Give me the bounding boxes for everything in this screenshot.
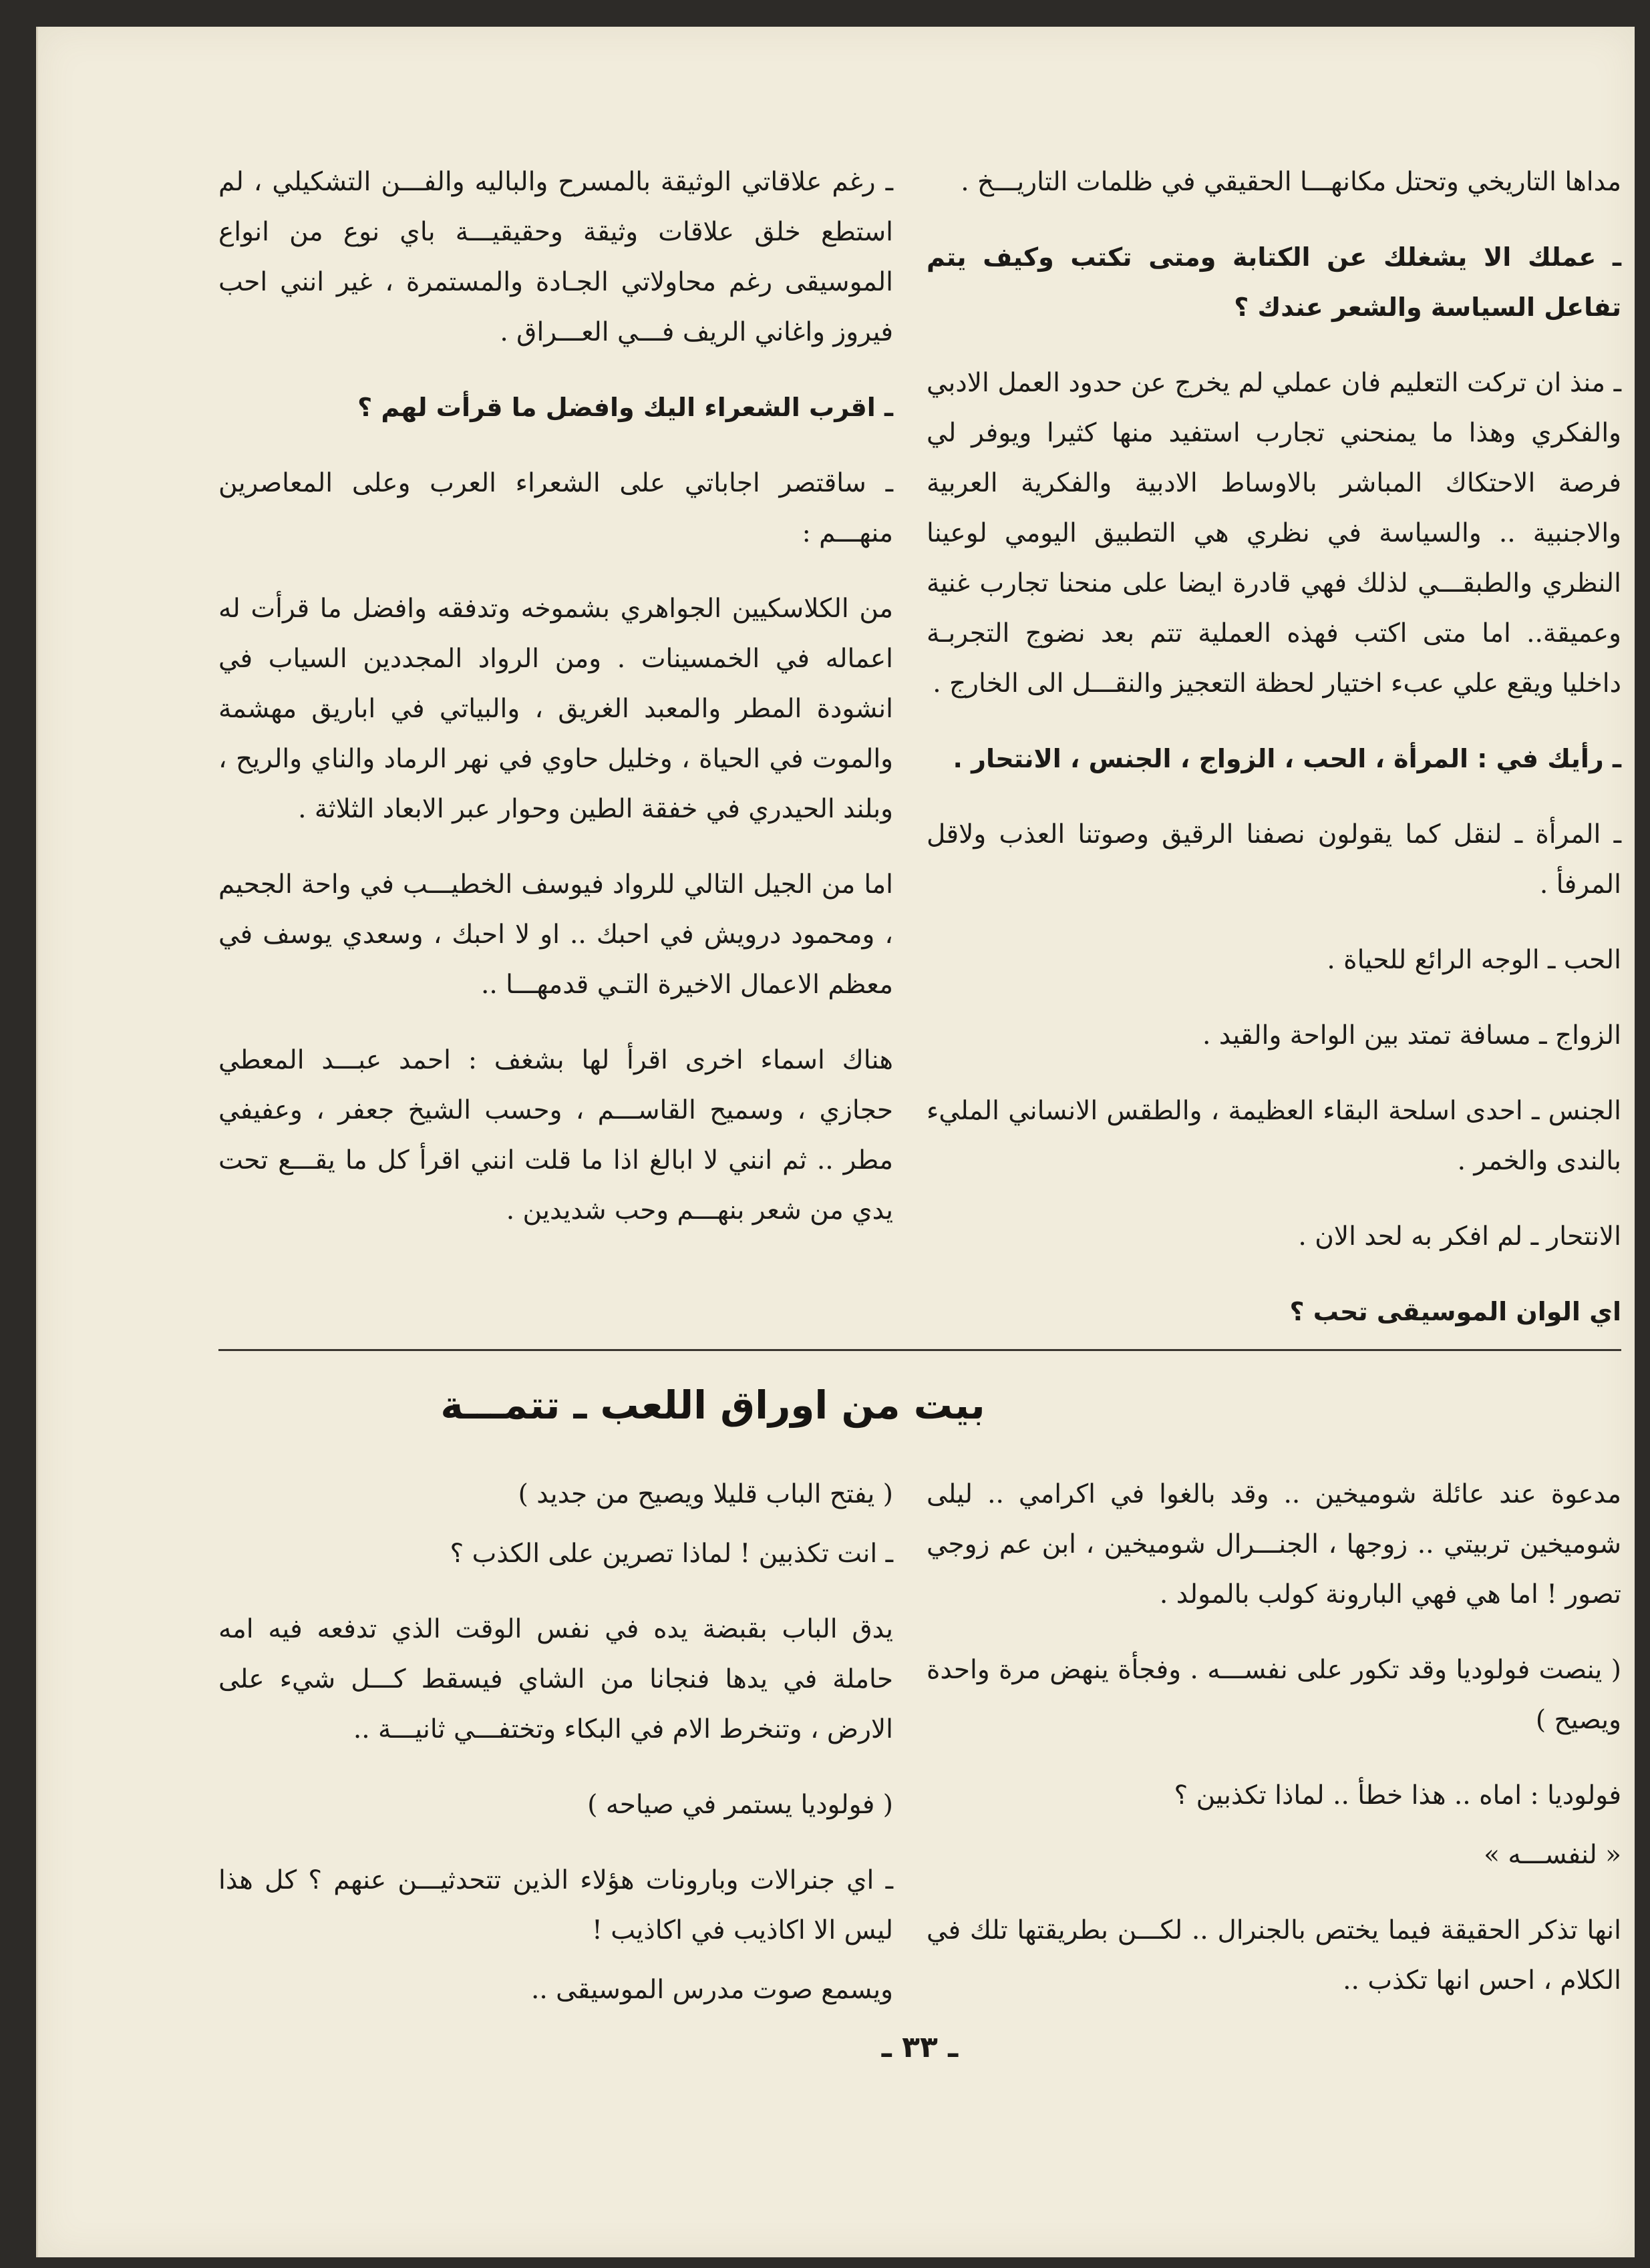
- magazine-page: [36, 27, 1635, 2257]
- paragraph: اما من الجيل التالي للرواد فيوسف الخطيـــب في واحة الجحيم ، ومحمود درويش في احبك .. او لا احبك ، وسعدي يوسف في معظم الاعمال الاخيرة التـي قدمهـــا ..: [218, 870, 893, 1000]
- paragraph: ( يفتح الباب قليلا ويصيح من جديد ): [518, 1479, 893, 1509]
- paragraph: ( ينصت فولوديا وقد تكور على نفســـه . وفجأة ينهض مرة واحدة ويصيح ): [927, 1655, 1621, 1735]
- paragraph: ( فولوديا يستمر في صياحه ): [587, 1790, 893, 1820]
- paragraph: الجنس ـ احدى اسلحة البقاء العظيمة ، والطقس الانساني المليء بالندى والخمر .: [927, 1096, 1621, 1176]
- paragraph: الحب ـ الوجه الرائع للحياة .: [1327, 945, 1621, 975]
- question-heading: ـ اقرب الشعراء اليك وافضل ما قرأت لهم ؟: [357, 393, 893, 422]
- question-heading: ـ عملك الا يشغلك عن الكتابة ومتى تكتب وكيف يتم تفاعل السياسة والشعر عندك ؟: [927, 242, 1621, 322]
- story-column-right: [927, 1469, 1621, 2031]
- question-heading: اي الوان الموسيقى تحب ؟: [1289, 1297, 1621, 1326]
- story-column-left: [218, 1469, 893, 2040]
- paragraph: من الكلاسكيين الجواهري بشموخه وتدفقه وافضل ما قرأت له اعماله في الخمسينات . ومن الرواد المجددين السياب في انشودة المطر والمعبد الغريق ، والبياتي في اباريق مهشمة والموت في الحياة ، وخليل حاوي في نهر الرماد والناي والريح ، وبلند الحيدري في خفقة الطين وحوار عبر الابعاد الثلاثة .: [218, 594, 893, 824]
- interview-column-right: [927, 157, 1621, 1362]
- interview-column-left: [218, 157, 893, 1261]
- paragraph: ـ اي جنرالات وبارونات هؤلاء الذين تتحدثيـــن عنهم ؟ كل هذا ليس الا اكاذيب في اكاذيب !: [218, 1865, 893, 1945]
- paragraph: ويسمع صوت مدرس الموسيقى ..: [530, 1975, 893, 2005]
- paragraph: يدق الباب بقبضة يده في نفس الوقت الذي تدفعه فيه امه حاملة في يدها فنجانا من الشاي فيسقط كـــل شيء على الارض ، وتنخرط الام في البكاء وتختفـــي ثانيـــة ..: [218, 1614, 893, 1744]
- paragraph: ـ ساقتصر اجاباتي على الشعراء العرب وعلى المعاصرين منهـــم :: [218, 468, 893, 548]
- paragraph: مدعوة عند عائلة شوميخين .. وقد بالغوا في اكرامي .. ليلى شوميخين تربيتي .. زوجها ، الجنـــرال شوميخين ، ابن عم زوجي تصور ! اما هي فهي البارونة كولب بالمولد .: [927, 1479, 1621, 1610]
- paragraph: ـ المرأة ـ لنقل كما يقولون نصفنا الرقيق وصوتنا العذب ولاقل المرفأ .: [927, 819, 1621, 900]
- section-title: بيت من اوراق اللعب ـ تتمـــة: [440, 1382, 985, 1428]
- paragraph: ـ منذ ان تركت التعليم فان عملي لم يخرج عن حدود العمل الادبي والفكري وهذا ما يمنحني تجارب استفيد منها كثيرا ويوفر لي فرصة الاحتكاك المباشر بالاوساط الادبية والفكرية العربية والاجنبية .. والسياسة في نظري هي التطبيق اليومي لوعينا النظري والطبقـــي لذلك فهي قادرة ايضا على منحنا تجارب غنية وعميقة.. اما متى اكتب فهذه العملية تتم بعد نضوج التجربـة داخليا ويقع علي عبء اختيار لحظة التعجيز والنقـــل الى الخارج .: [927, 368, 1621, 699]
- question-heading: ـ رأيك في : المرأة ، الحب ، الزواج ، الجنس ، الانتحار .: [953, 744, 1621, 773]
- paragraph: ـ انت تكذبين ! لماذا تصرين على الكذب ؟: [450, 1539, 893, 1569]
- paragraph: « لنفســـه »: [1484, 1840, 1621, 1870]
- paragraph: الانتحار ـ لم افكر به لحد الان .: [1298, 1221, 1621, 1252]
- paragraph: مداها التاريخي وتحتل مكانهـــا الحقيقي في ظلمات التاريـــخ .: [961, 167, 1621, 197]
- section-divider: [218, 1349, 1621, 1351]
- paragraph: الزواج ـ مسافة تمتد بين الواحة والقيد .: [1202, 1020, 1621, 1051]
- paragraph: انها تذكر الحقيقة فيما يختص بالجنرال .. لكـــن بطريقتها تلك في الكلام ، احس انها تكذب ..: [927, 1915, 1621, 1996]
- paragraph: ـ رغم علاقاتي الوثيقة بالمسرح والباليه والفـــن التشكيلي ، لم استطع خلق علاقات وثيقة وحقيقيـــة باي نوع من انواع الموسيقى رغم محاولاتي الجـادة والمستمرة ، غير انني احب فيروز واغاني الريف فـــي العـــراق .: [218, 167, 893, 347]
- page-number: ـ ٣٣ ـ: [881, 2030, 959, 2064]
- paragraph: هناك اسماء اخرى اقرأ لها بشغف : احمد عبـــد المعطي حجازي ، وسميح القاســـم ، وحسب الشيخ جعفر ، وعفيفي مطر .. ثم انني لا ابالغ اذا ما قلت انني اقرأ كل ما يقـــع تحت يدي من شعر بنهـــم وحب شديدين .: [218, 1045, 894, 1225]
- paragraph: فولوديا : اماه .. هذا خطأ .. لماذا تكذبين ؟: [1174, 1780, 1621, 1811]
